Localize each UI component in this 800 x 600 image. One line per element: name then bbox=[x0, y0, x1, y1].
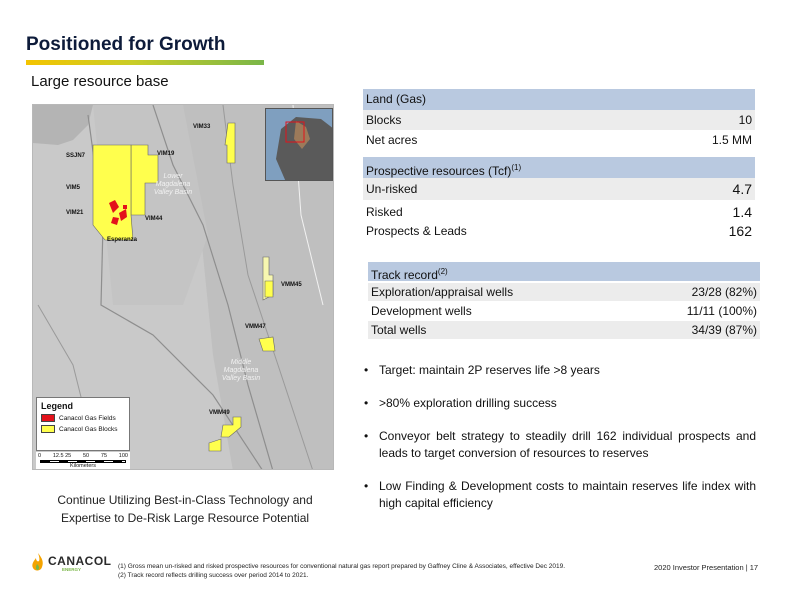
track-record-table bbox=[368, 262, 760, 339]
row-label: Exploration/appraisal wells bbox=[371, 285, 514, 299]
gas-fields-swatch bbox=[41, 414, 55, 422]
legend-title: Legend bbox=[41, 401, 74, 411]
list-item bbox=[364, 428, 756, 462]
basin-label-lower: Lower Magdalena Valley Basin bbox=[153, 173, 193, 196]
prospective-table-header bbox=[363, 157, 755, 178]
legend-item-gas-blocks bbox=[41, 425, 125, 433]
bullet-icon: • bbox=[364, 429, 369, 443]
row-label: Risked bbox=[366, 205, 403, 219]
footnote-ref: (2) bbox=[437, 267, 448, 276]
scale-tick: 50 bbox=[82, 453, 90, 459]
legend-item-gas-fields bbox=[41, 414, 125, 422]
map-label-vim33: VIM33 bbox=[193, 124, 211, 130]
table-row bbox=[363, 202, 755, 222]
map-label-vmm47: VMM47 bbox=[245, 324, 266, 330]
row-label: Prospects & Leads bbox=[366, 224, 467, 238]
row-value: 10 bbox=[738, 113, 752, 127]
logo-text: CANACOL bbox=[48, 554, 112, 568]
bullet-icon: • bbox=[364, 396, 369, 410]
scale-unit: Kilometers bbox=[70, 463, 96, 469]
track-header-text: Track record bbox=[371, 268, 438, 282]
row-value: 34/39 (87%) bbox=[691, 323, 757, 337]
row-label: Blocks bbox=[366, 113, 402, 127]
footnote-1: (1) Gross mean un-risked and risked prospective resources for conventional natural gas report prepared by Gaffney Cline & Associates, effective Dec 2019. bbox=[118, 563, 566, 570]
footnote-2: (2) Track record reflects drilling success over period 2014 to 2021. bbox=[118, 572, 309, 579]
row-value: 23/28 (82%) bbox=[691, 285, 757, 299]
bullet-text: Target: maintain 2P reserves life >8 years bbox=[379, 363, 600, 377]
bullet-text: Conveyor belt strategy to steadily drill 162 individual prospects and leads to target conversion of resources to reserves bbox=[379, 429, 756, 460]
map-label-ssjn7: SSJN7 bbox=[66, 153, 86, 159]
map-legend bbox=[36, 397, 130, 451]
footnote-ref: (1) bbox=[511, 163, 522, 172]
scale-tick: 0 bbox=[38, 453, 42, 459]
track-table-header bbox=[368, 262, 760, 282]
map-label-vim21: VIM21 bbox=[66, 210, 84, 216]
row-value: 11/11 (100%) bbox=[686, 304, 757, 318]
legend-label-gas-fields: Canacol Gas Fields bbox=[59, 414, 116, 422]
bullet-icon: • bbox=[364, 479, 369, 493]
row-value: 4.7 bbox=[732, 181, 752, 197]
page-title: Positioned for Growth bbox=[26, 34, 226, 55]
map-label-vmm49: VMM49 bbox=[209, 410, 230, 416]
strategy-bullets bbox=[364, 362, 756, 528]
table-row bbox=[368, 301, 760, 320]
footnotes bbox=[118, 562, 565, 580]
gas-blocks-swatch bbox=[41, 425, 55, 433]
location-inset-map bbox=[265, 108, 333, 181]
table-row bbox=[363, 222, 755, 240]
row-label: Development wells bbox=[371, 304, 472, 318]
row-label: Total wells bbox=[371, 323, 427, 337]
flame-icon bbox=[30, 552, 46, 574]
scale-tick: 12.5 25 bbox=[52, 453, 72, 459]
scale-tick: 75 bbox=[100, 453, 108, 459]
canacol-logo bbox=[30, 552, 110, 574]
bullet-icon: • bbox=[364, 363, 369, 377]
table-row bbox=[368, 282, 760, 301]
map-scale-bar bbox=[36, 452, 130, 470]
map-label-vim5: VIM5 bbox=[66, 185, 81, 191]
row-value: 1.4 bbox=[732, 204, 752, 220]
page-subtitle: Large resource base bbox=[31, 73, 169, 90]
table-row bbox=[363, 178, 755, 200]
prospective-header-text: Prospective resources (Tcf) bbox=[366, 164, 512, 178]
land-table-header: Land (Gas) bbox=[363, 89, 755, 110]
map-label-vim19: VIM19 bbox=[157, 151, 175, 157]
map-label-vmm45: VMM45 bbox=[281, 282, 302, 288]
map-label-vim44: VIM44 bbox=[145, 216, 163, 222]
list-item bbox=[364, 362, 756, 379]
bullet-text: Low Finding & Development costs to maintain reserves life index with high capital efficiency bbox=[379, 479, 756, 510]
resource-map bbox=[32, 104, 334, 470]
row-value: 162 bbox=[728, 223, 752, 239]
legend-label-gas-blocks: Canacol Gas Blocks bbox=[59, 425, 118, 433]
row-value: 1.5 MM bbox=[711, 133, 752, 147]
prospective-resources-table bbox=[363, 157, 755, 240]
list-item bbox=[364, 478, 756, 512]
table-row bbox=[363, 110, 755, 130]
page-footer-label: 2020 Investor Presentation | 17 bbox=[654, 563, 759, 572]
land-table bbox=[363, 89, 755, 150]
table-row bbox=[368, 320, 760, 339]
map-label-esperanza: Esperanza bbox=[107, 237, 138, 243]
list-item bbox=[364, 395, 756, 412]
bullet-text: >80% exploration drilling success bbox=[379, 396, 557, 410]
logo-subtext: ENERGY bbox=[62, 567, 82, 572]
title-underline bbox=[26, 60, 264, 65]
row-label: Un-risked bbox=[366, 182, 418, 196]
basin-label-middle: Middle Magdalena Valley Basin bbox=[221, 359, 261, 382]
scale-tick: 100 bbox=[118, 453, 128, 459]
map-caption: Continue Utilizing Best-in-Class Technology and Expertise to De-Risk Large Resource Potential bbox=[57, 493, 313, 525]
table-row bbox=[363, 130, 755, 150]
row-label: Net acres bbox=[366, 133, 418, 147]
